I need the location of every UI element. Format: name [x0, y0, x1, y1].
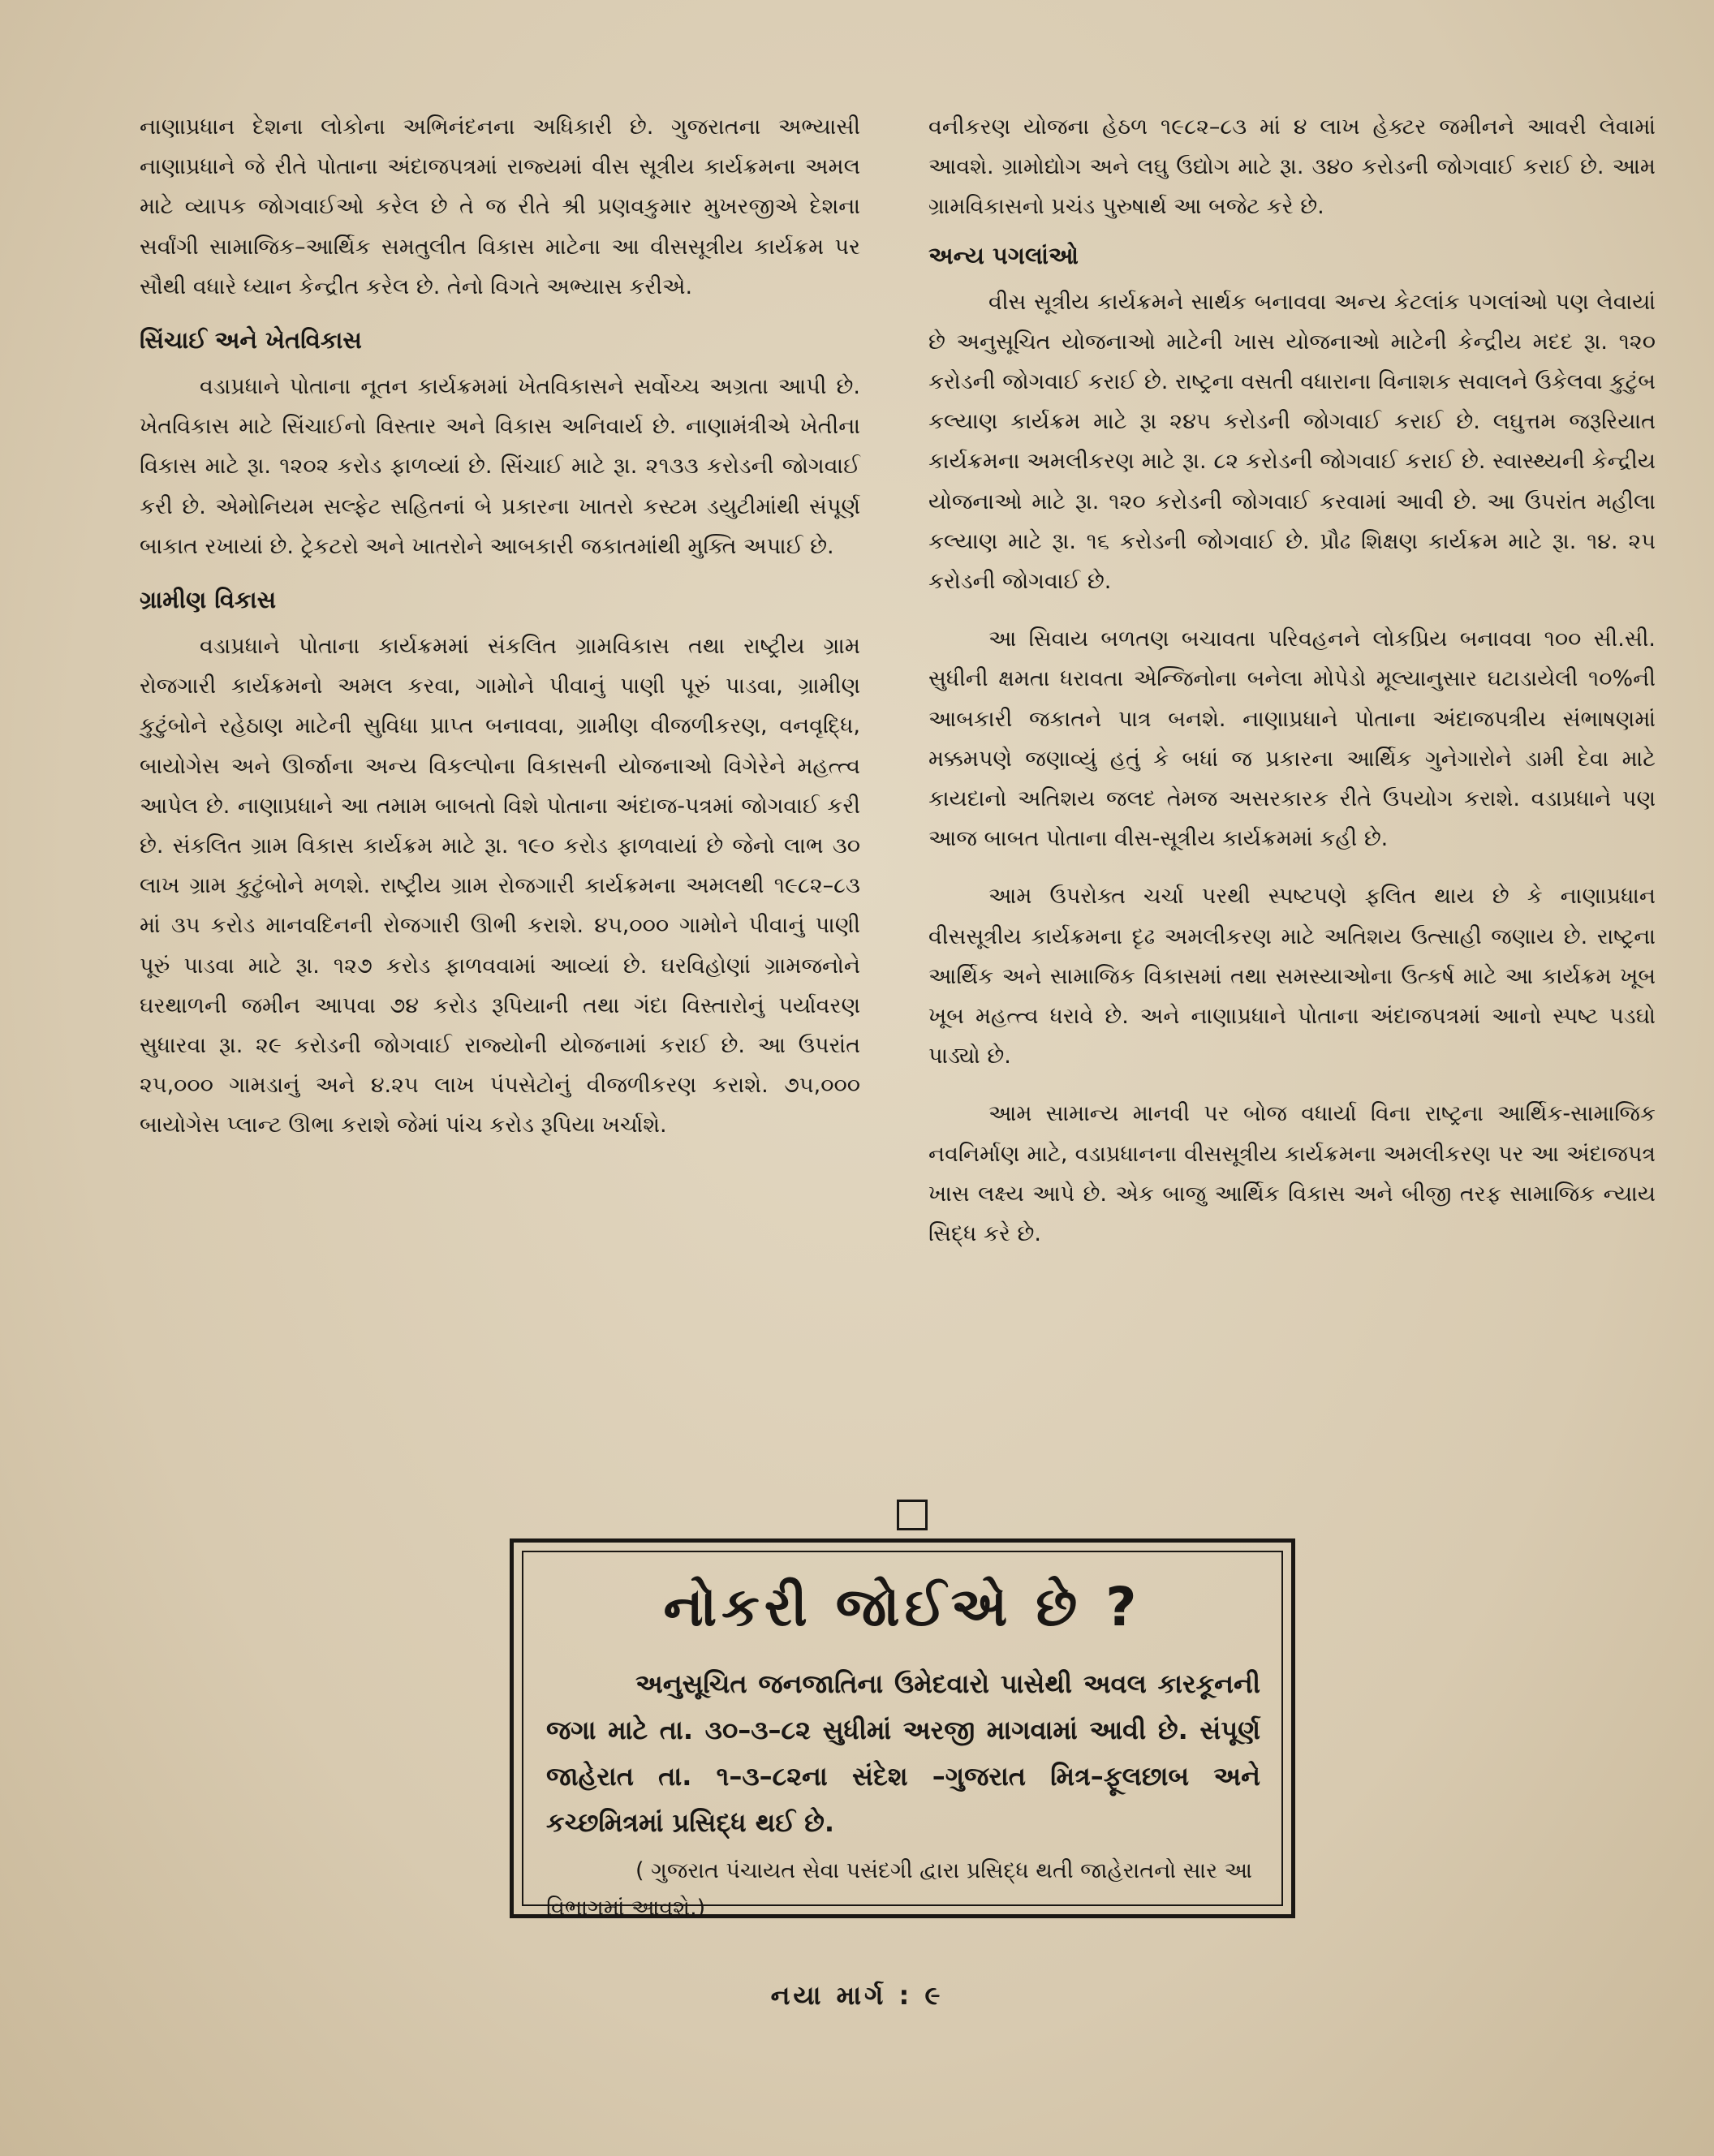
end-of-article-square [897, 1500, 928, 1530]
rural-paragraph: વડાપ્રધાને પોતાના કાર્યક્રમમાં સંકલિત ગ્રામવિકાસ તથા રાષ્ટ્રીય ગ્રામ રોજગારી કાર્યક્રમનો અમલ કરવા, ગામોને પીવાનું પાણી પૂરું પાડવા, ગ્રામીણ કુટુંબોને રહેઠાણ માટેની સુવિધા પ્રાપ્ત બનાવવા, ગ્રામીણ વીજળીકરણ, વનવૃદ્ધિ, બાયોગેસ અને ઊર્જાના અન્ય વિકલ્પોના વિકાસની યોજનાઓ વિગેરેને મહત્ત્વ આપેલ છે. નાણાપ્રધાને આ તમામ બાબતો વિશે પોતાના અંદાજ-પત્રમાં જોગવાઈ કરી છે. સંકલિત ગ્રામ વિકાસ કાર્યક્રમ માટે રૂા. ૧૯૦ કરોડ ફાળવાયાં છે જેનો લાભ ૩૦ લાખ ગ્રામ કુટુંબોને મળશે. રાષ્ટ્રીય ગ્રામ રોજગારી કાર્યક્રમના અમલથી ૧૯૮૨–૮૩ માં ૩૫ કરોડ માનવદિનની રોજગારી ઊભી કરાશે. ૪૫,૦૦૦ ગામોને પીવાનું પાણી પૂરું પાડવા માટે રૂા. ૧૨૭ કરોડ ફાળવવામાં આવ્યાં છે. ઘરવિહોણાં ગ્રામજનોને ઘરથાળની જમીન આપવા ૭૪ કરોડ રૂપિયાની તથા ગંદા વિસ્તારોનું પર્યાવરણ સુધારવા રૂા. ૨૯ કરોડની જોગવાઈ રાજ્યોની યોજનામાં કરાઈ છે. આ ઉપરાંત ૨૫,૦૦૦ ગામડાનું અને ૪.૨૫ લાખ પંપસેટોનું વીજળીકરણ કરાશે. ૭૫,૦૦૦ બાયોગેસ પ્લાન્ટ ઊભા કરાશે જેમાં પાંચ કરોડ રૂપિયા ખર્ચાશે. [140, 634, 860, 1138]
page-footer: નયા માર્ગ : ૯ [770, 1980, 944, 2011]
advertisement-body: અનુસૂચિત જનજાતિના ઉમેદવારો પાસેથી અવલ કારકૂનની જગા માટે તા. ૩૦–૩–૮૨ સુધીમાં અરજી માગવામાં આવી છે. સંપૂર્ણ જાહેરાત તા. ૧–૩–૮૨ના સંદેશ –ગુજરાત મિત્ર–ફૂલછાબ અને કચ્છમિત્રમાં પ્રસિદ્ધ થઈ છે. [546, 1668, 1260, 1838]
other-measures-paragraph-2: આ સિવાય બળતણ બચાવતા પરિવહનને લોકપ્રિય બનાવવા ૧૦૦ સી.સી. સુધીની ક્ષમતા ધરાવતા એન્જિનોના બનેલા મોપેડો મૂલ્યાનુસાર ઘટાડાયેલી ૧૦%ની આબકારી જકાતને પાત્ર બનશે. નાણાપ્રધાને પોતાના અંદાજપત્રીય સંભાષણમાં મક્કમપણે જણાવ્યું હતું કે બધાં જ પ્રકારના આર્થિક ગુનેગારોને ડામી દેવા માટે કાયદાનો અતિશય જલદ તેમજ અસરકારક રીતે ઉપયોગ કરાશે. વડાપ્રધાને પણ આજ બાબત પોતાના વીસ-સૂત્રીય કાર્યક્રમમાં કહી છે. [928, 626, 1656, 852]
other-measures-paragraph-4: આમ સામાન્ય માનવી પર બોજ વધાર્યા વિના રાષ્ટ્રના આર્થિક-સામાજિક નવનિર્માણ માટે, વડાપ્રધાનના વીસસૂત્રીય કાર્યક્રમના અમલીકરણ પર આ અંદાજપત્ર ખાસ લક્ષ્ય આપે છે. એક બાજુ આર્થિક વિકાસ અને બીજી તરફ સામાજિક ન્યાય સિદ્ધ કરે છે. [928, 1101, 1656, 1247]
other-measures-paragraph-1: વીસ સૂત્રીય કાર્યક્રમને સાર્થક બનાવવા અન્ય કેટલાંક પગલાંઓ પણ લેવાયાં છે અનુસૂચિત યોજનાઓ માટેની ખાસ યોજનાઓ માટેની કેન્દ્રીય મદદ રૂા. ૧૨૦ કરોડની જોગવાઈ કરાઈ છે. રાષ્ટ્રના વસતી વધારાના વિનાશક સવાલને ઉકેલવા કુટુંબ કલ્યાણ કાર્યક્રમ માટે રૂા ૨૪૫ કરોડની જોગવાઈ કરાઈ છે. લઘુત્તમ જરૂરિયાત કાર્યક્રમના અમલીકરણ માટે રૂા. ૮૨ કરોડની જોગવાઈ કરાઈ છે. સ્વાસ્થ્યની કેન્દ્રીય યોજનાઓ માટે રૂા. ૧૨૦ કરોડની જોગવાઈ કરવામાં આવી છે. આ ઉપરાંત મહીલા કલ્યાણ માટે રૂા. ૧૬ કરોડની જોગવાઈ છે. પ્રૌઢ શિક્ષણ કાર્યક્રમ માટે રૂા. ૧૪. ૨૫ કરોડની જોગવાઈ છે. [928, 289, 1656, 595]
job-advertisement-box [510, 1538, 1295, 1921]
other-measures-paragraph-3: આમ ઉપરોક્ત ચર્ચા પરથી સ્પષ્ટપણે ફલિત થાય છે કે નાણાપ્રધાન વીસસૂત્રીય કાર્યક્રમના દૃઢ અમલીકરણ માટે અતિશય ઉત્સાહી જણાય છે. રાષ્ટ્રના આર્થિક અને સામાજિક વિકાસમાં તથા સમસ્યાઓના ઉત્કર્ષ માટે આ કાર્યક્રમ ખૂબ ખૂબ મહત્ત્વ ધરાવે છે. અને નાણાપ્રધાને પોતાના અંદાજપત્રમાં આનો સ્પષ્ટ પડઘો પાડ્યો છે. [928, 884, 1656, 1069]
intro-paragraph: નાણાપ્રધાન દેશના લોકોના અભિનંદનના અધિકારી છે. ગુજરાતના અભ્યાસી નાણાપ્રધાને જે રીતે પોતાના અંદાજપત્રમાં રાજ્યમાં વીસ સૂત્રીય કાર્યક્રમના અમલ માટે વ્યાપક જોગવાઈઓ કરેલ છે તે જ રીતે શ્રી પ્રણવકુમાર મુખરજીએ દેશના સર્વાંગી સામાજિક–આર્થિક સમતુલીત વિકાસ માટેના આ વીસસૂત્રીય કાર્યક્રમ પર સૌથી વધારે ધ્યાન કેન્દ્રીત કરેલ છે. તેનો વિગતે અભ્યાસ કરીએ. [140, 114, 860, 299]
heading-irrigation: સિંચાઈ અને ખેતવિકાસ [140, 326, 362, 355]
left-column [140, 107, 860, 1146]
irrigation-paragraph: વડાપ્રધાને પોતાના નૂતન કાર્યક્રમમાં ખેતવિકાસને સર્વોચ્ચ અગ્રતા આપી છે. ખેતવિકાસ માટે સિંચાઈનો વિસ્તાર અને વિકાસ અનિવાર્ય છે. નાણામંત્રીએ ખેતીના વિકાસ માટે રૂા. ૧૨૦૨ કરોડ ફાળવ્યાં છે. સિંચાઈ માટે રૂા. ૨૧૩૩ કરોડની જોગવાઈ કરી છે. એમોનિયમ સલ્ફેટ સહિતનાં બે પ્રકારના ખાતરો કસ્ટમ ડયુટીમાંથી સંપૂર્ણ બાકાત રખાયાં છે. ટ્રેકટરો અને ખાતરોને આબકારી જકાતમાંથી મુક્તિ અપાઈ છે. [140, 374, 860, 559]
heading-other-measures: અન્ય પગલાંઓ [928, 241, 1079, 269]
advertisement-note: ( ગુજરાત પંચાયત સેવા પસંદગી દ્વારા પ્રસિદ્ધ થતી જાહેરાતનો સાર આ વિભાગમાં આવશે.) [546, 1858, 1253, 1921]
advertisement-title: નોકરી જોઈએ છે ? [663, 1576, 1142, 1638]
right-column [928, 107, 1656, 1254]
heading-rural-development: ગ્રામીણ વિકાસ [140, 586, 277, 614]
forestry-paragraph: વનીકરણ યોજના હેઠળ ૧૯૮૨–૮૩ માં ૪ લાખ હેક્ટર જમીનને આવરી લેવામાં આવશે. ગ્રામોદ્યોગ અને લઘુ ઉદ્યોગ માટે રૂા. ૩૪૦ કરોડની જોગવાઈ કરાઈ છે. આમ ગ્રામવિકાસનો પ્રચંડ પુરુષાર્થ આ બજેટ કરે છે. [928, 114, 1656, 220]
